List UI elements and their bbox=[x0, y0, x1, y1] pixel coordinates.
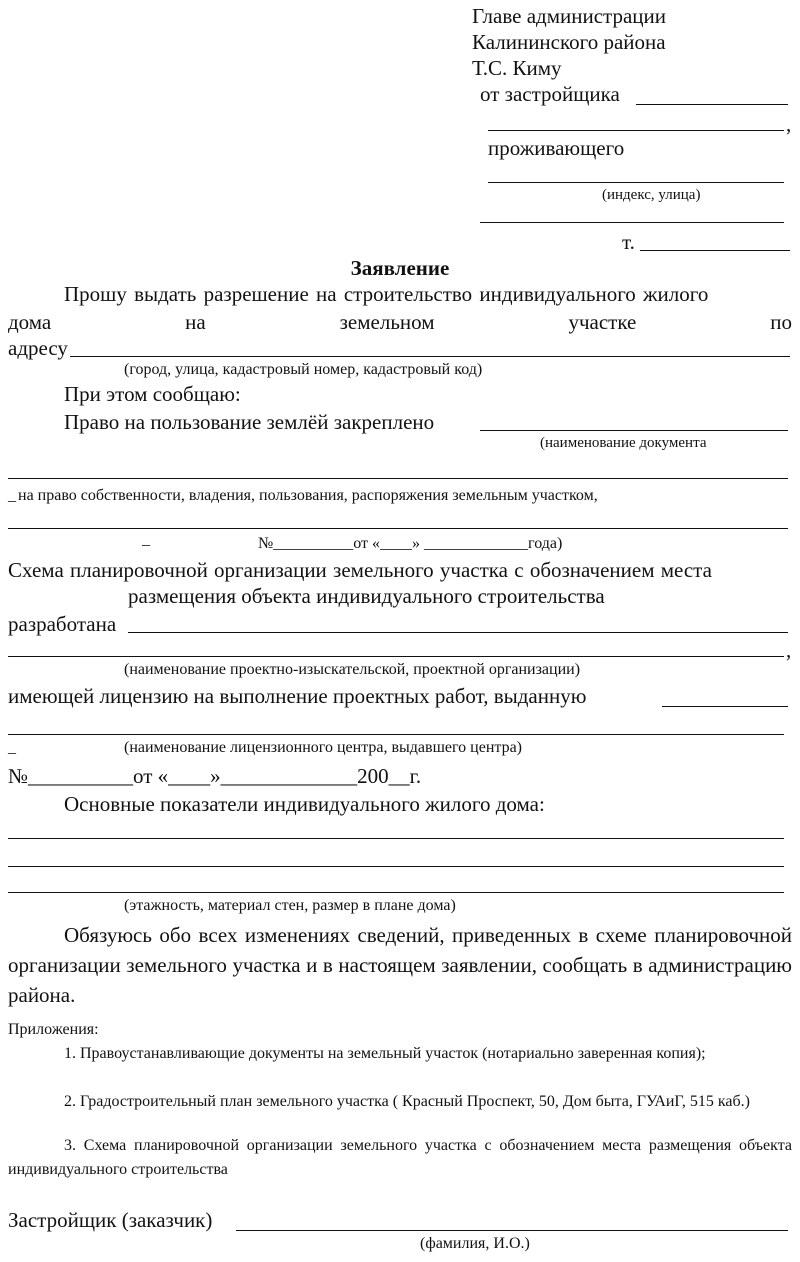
comma-mark-2: , bbox=[786, 638, 792, 662]
residing-label: проживающего bbox=[488, 136, 625, 160]
developer-signature-label: Застройщик (заказчик) bbox=[8, 1208, 213, 1232]
addressee-line-2: Калининского района bbox=[472, 30, 666, 54]
license-number-line: №__________от «____»_____________200__г. bbox=[8, 764, 422, 788]
request-word-4: участке bbox=[568, 310, 637, 334]
from-developer-field[interactable] bbox=[636, 104, 788, 105]
attachment-item-3: 3. Схема планировочной организации земельного участка с обозначением места размещения объекта индивидуального строительства bbox=[8, 1137, 792, 1178]
request-line-1: Прошу выдать разрешение на строительство индивидуального жилого bbox=[64, 282, 709, 306]
address-label: адресу bbox=[8, 336, 68, 360]
license-caption: (наименование лицензионного центра, выдавшего центра) bbox=[124, 739, 523, 756]
ownership-caption: на право собственности, владения, пользования, распоряжения земельным участком, bbox=[18, 487, 598, 504]
scheme-line-2: размещения объекта индивидуального строительства bbox=[128, 584, 605, 608]
license-label: имеющей лицензию на выполнение проектных работ, выданную bbox=[8, 684, 587, 708]
underscore-mark-1: _ bbox=[8, 487, 16, 504]
developed-by-field[interactable] bbox=[128, 632, 788, 633]
document-number-line: №__________от «____» _____________года) bbox=[258, 535, 563, 552]
request-line-2 bbox=[8, 312, 792, 333]
indicators-field-1[interactable] bbox=[8, 838, 784, 839]
developed-label: разработана bbox=[8, 612, 117, 636]
address-extra-field[interactable] bbox=[480, 222, 784, 223]
developer-name-signature-field[interactable] bbox=[236, 1230, 788, 1231]
address-field[interactable] bbox=[70, 356, 790, 357]
attachments-heading: Приложения: bbox=[8, 1021, 99, 1038]
tel-field[interactable] bbox=[640, 250, 790, 251]
request-word-2: на bbox=[185, 310, 206, 334]
address-caption: (город, улица, кадастровый номер, кадастровый код) bbox=[124, 361, 483, 378]
from-developer-label: от застройщика bbox=[480, 82, 620, 106]
tel-label: т. bbox=[622, 230, 635, 254]
attachment-item-1: 1. Правоустанавливающие документы на земельный участок (нотариально заверенная копия); bbox=[64, 1045, 706, 1062]
organization-field[interactable] bbox=[8, 656, 784, 657]
document-title: Заявление bbox=[350, 256, 450, 280]
comma-mark: , bbox=[786, 112, 792, 136]
land-right-label: Право на пользование землёй закреплено bbox=[64, 410, 435, 434]
license-issuer-field[interactable] bbox=[662, 706, 788, 707]
organization-caption: (наименование проектно-изыскательской, проектной организации) bbox=[124, 661, 581, 678]
document-name-caption: (наименование документа bbox=[540, 435, 707, 451]
inform-label: При этом сообщаю: bbox=[64, 382, 241, 406]
indicators-label: Основные показатели индивидуального жилого дома: bbox=[64, 792, 545, 816]
indicators-field-3[interactable] bbox=[8, 892, 784, 893]
underscore-mark-3: _ bbox=[8, 739, 16, 756]
request-word-5: по bbox=[770, 310, 793, 334]
residing-field[interactable] bbox=[488, 182, 784, 183]
scheme-line-1: Схема планировочной организации земельного участка с обозначением места bbox=[8, 558, 712, 582]
indicators-caption: (этажность, материал стен, размер в плане дома) bbox=[124, 897, 456, 914]
request-word-3: земельном bbox=[339, 310, 435, 334]
index-street-caption: (индекс, улица) bbox=[602, 187, 701, 203]
obligation-paragraph: Обязуюсь обо всех изменениях сведений, приведенных в схеме планировочной организации земельного участка и в настоящем заявлении, сообщать в администрацию района. bbox=[8, 923, 792, 1007]
developer-name-field[interactable] bbox=[488, 130, 784, 131]
ownership-field[interactable] bbox=[8, 528, 788, 529]
land-right-field[interactable] bbox=[480, 430, 788, 431]
name-caption: (фамилия, И.О.) bbox=[420, 1235, 530, 1252]
underscore-mark-2: _ bbox=[142, 531, 150, 548]
document-name-field[interactable] bbox=[8, 478, 788, 479]
request-word-1: дома bbox=[8, 310, 52, 334]
addressee-line-3: Т.С. Киму bbox=[472, 56, 562, 80]
attachment-item-2: 2. Градостроительный план земельного участка ( Красный Проспект, 50, Дом быта, ГУАиГ, 515 каб.) bbox=[64, 1093, 750, 1110]
addressee-line-1: Главе администрации bbox=[472, 4, 667, 28]
license-center-field[interactable] bbox=[8, 734, 784, 735]
indicators-field-2[interactable] bbox=[8, 866, 784, 867]
